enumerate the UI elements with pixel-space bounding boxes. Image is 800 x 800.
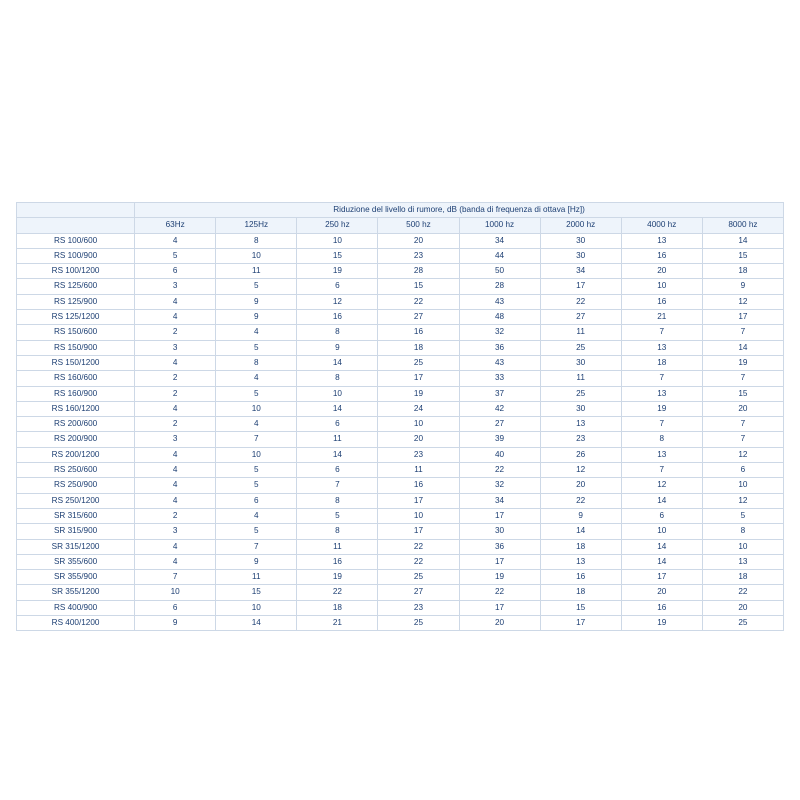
value-cell: 16 bbox=[378, 478, 459, 493]
table-row bbox=[17, 264, 784, 279]
value-cell: 22 bbox=[702, 585, 783, 600]
column-header-8000hz: 8000 hz bbox=[702, 218, 783, 233]
value-cell: 30 bbox=[540, 248, 621, 263]
value-cell: 5 bbox=[135, 248, 216, 263]
model-cell: RS 400/1200 bbox=[17, 616, 135, 631]
value-cell: 34 bbox=[459, 493, 540, 508]
value-cell: 17 bbox=[540, 279, 621, 294]
value-cell: 32 bbox=[459, 478, 540, 493]
value-cell: 15 bbox=[702, 386, 783, 401]
value-cell: 50 bbox=[459, 264, 540, 279]
value-cell: 9 bbox=[702, 279, 783, 294]
value-cell: 8 bbox=[216, 233, 297, 248]
value-cell: 10 bbox=[297, 386, 378, 401]
value-cell: 4 bbox=[216, 417, 297, 432]
value-cell: 11 bbox=[216, 570, 297, 585]
value-cell: 10 bbox=[378, 508, 459, 523]
value-cell: 17 bbox=[378, 371, 459, 386]
value-cell: 40 bbox=[459, 447, 540, 462]
value-cell: 7 bbox=[702, 432, 783, 447]
value-cell: 20 bbox=[459, 616, 540, 631]
value-cell: 17 bbox=[378, 524, 459, 539]
value-cell: 15 bbox=[540, 600, 621, 615]
noise-reduction-table-wrapper bbox=[16, 202, 784, 631]
value-cell: 23 bbox=[540, 432, 621, 447]
value-cell: 6 bbox=[297, 463, 378, 478]
value-cell: 8 bbox=[297, 493, 378, 508]
value-cell: 14 bbox=[297, 447, 378, 462]
value-cell: 6 bbox=[297, 417, 378, 432]
value-cell: 10 bbox=[378, 417, 459, 432]
table-row bbox=[17, 371, 784, 386]
value-cell: 12 bbox=[297, 294, 378, 309]
value-cell: 10 bbox=[216, 401, 297, 416]
value-cell: 22 bbox=[540, 294, 621, 309]
value-cell: 11 bbox=[378, 463, 459, 478]
value-cell: 19 bbox=[297, 264, 378, 279]
value-cell: 33 bbox=[459, 371, 540, 386]
value-cell: 14 bbox=[216, 616, 297, 631]
value-cell: 20 bbox=[540, 478, 621, 493]
value-cell: 4 bbox=[135, 447, 216, 462]
value-cell: 44 bbox=[459, 248, 540, 263]
value-cell: 22 bbox=[459, 463, 540, 478]
value-cell: 19 bbox=[297, 570, 378, 585]
value-cell: 30 bbox=[540, 233, 621, 248]
value-cell: 9 bbox=[216, 554, 297, 569]
value-cell: 7 bbox=[621, 417, 702, 432]
value-cell: 16 bbox=[621, 248, 702, 263]
model-cell: RS 160/900 bbox=[17, 386, 135, 401]
value-cell: 19 bbox=[621, 401, 702, 416]
value-cell: 18 bbox=[378, 340, 459, 355]
table-row bbox=[17, 447, 784, 462]
table-row bbox=[17, 401, 784, 416]
value-cell: 14 bbox=[702, 233, 783, 248]
value-cell: 25 bbox=[378, 570, 459, 585]
table-row bbox=[17, 248, 784, 263]
value-cell: 20 bbox=[702, 401, 783, 416]
value-cell: 27 bbox=[540, 310, 621, 325]
value-cell: 25 bbox=[378, 355, 459, 370]
value-cell: 23 bbox=[378, 248, 459, 263]
value-cell: 6 bbox=[702, 463, 783, 478]
table-row bbox=[17, 554, 784, 569]
value-cell: 10 bbox=[135, 585, 216, 600]
value-cell: 5 bbox=[702, 508, 783, 523]
value-cell: 12 bbox=[621, 478, 702, 493]
value-cell: 7 bbox=[702, 325, 783, 340]
model-cell: SR 315/900 bbox=[17, 524, 135, 539]
value-cell: 25 bbox=[540, 340, 621, 355]
value-cell: 25 bbox=[702, 616, 783, 631]
value-cell: 27 bbox=[378, 310, 459, 325]
model-cell: RS 200/1200 bbox=[17, 447, 135, 462]
value-cell: 43 bbox=[459, 355, 540, 370]
value-cell: 17 bbox=[540, 616, 621, 631]
value-cell: 7 bbox=[702, 417, 783, 432]
value-cell: 14 bbox=[540, 524, 621, 539]
model-cell: SR 355/900 bbox=[17, 570, 135, 585]
model-cell: RS 150/1200 bbox=[17, 355, 135, 370]
value-cell: 7 bbox=[216, 539, 297, 554]
value-cell: 17 bbox=[459, 600, 540, 615]
value-cell: 14 bbox=[621, 554, 702, 569]
value-cell: 16 bbox=[621, 600, 702, 615]
value-cell: 5 bbox=[216, 340, 297, 355]
table-row bbox=[17, 616, 784, 631]
value-cell: 21 bbox=[297, 616, 378, 631]
value-cell: 9 bbox=[297, 340, 378, 355]
value-cell: 17 bbox=[378, 493, 459, 508]
value-cell: 43 bbox=[459, 294, 540, 309]
value-cell: 3 bbox=[135, 340, 216, 355]
value-cell: 6 bbox=[216, 493, 297, 508]
value-cell: 22 bbox=[378, 539, 459, 554]
value-cell: 32 bbox=[459, 325, 540, 340]
value-cell: 4 bbox=[216, 371, 297, 386]
value-cell: 21 bbox=[621, 310, 702, 325]
value-cell: 20 bbox=[378, 432, 459, 447]
table-row bbox=[17, 340, 784, 355]
value-cell: 8 bbox=[297, 371, 378, 386]
value-cell: 8 bbox=[621, 432, 702, 447]
value-cell: 13 bbox=[621, 340, 702, 355]
value-cell: 16 bbox=[378, 325, 459, 340]
model-cell: RS 200/900 bbox=[17, 432, 135, 447]
value-cell: 10 bbox=[702, 539, 783, 554]
corner-blank-cell bbox=[17, 203, 135, 218]
value-cell: 14 bbox=[621, 493, 702, 508]
value-cell: 5 bbox=[216, 478, 297, 493]
value-cell: 20 bbox=[378, 233, 459, 248]
value-cell: 11 bbox=[216, 264, 297, 279]
corner-blank-cell-2 bbox=[17, 218, 135, 233]
model-cell: RS 100/900 bbox=[17, 248, 135, 263]
value-cell: 28 bbox=[459, 279, 540, 294]
model-cell: RS 250/1200 bbox=[17, 493, 135, 508]
value-cell: 15 bbox=[216, 585, 297, 600]
value-cell: 10 bbox=[297, 233, 378, 248]
value-cell: 25 bbox=[378, 616, 459, 631]
value-cell: 16 bbox=[297, 310, 378, 325]
value-cell: 4 bbox=[135, 401, 216, 416]
value-cell: 36 bbox=[459, 340, 540, 355]
model-cell: RS 160/600 bbox=[17, 371, 135, 386]
table-row bbox=[17, 478, 784, 493]
model-cell: SR 315/1200 bbox=[17, 539, 135, 554]
value-cell: 30 bbox=[540, 401, 621, 416]
column-header-1000hz: 1000 hz bbox=[459, 218, 540, 233]
value-cell: 9 bbox=[135, 616, 216, 631]
value-cell: 7 bbox=[621, 325, 702, 340]
value-cell: 7 bbox=[621, 463, 702, 478]
model-cell: RS 150/600 bbox=[17, 325, 135, 340]
value-cell: 7 bbox=[135, 570, 216, 585]
column-header-500hz: 500 hz bbox=[378, 218, 459, 233]
value-cell: 4 bbox=[135, 478, 216, 493]
table-row bbox=[17, 233, 784, 248]
value-cell: 39 bbox=[459, 432, 540, 447]
model-cell: RS 125/600 bbox=[17, 279, 135, 294]
value-cell: 18 bbox=[540, 585, 621, 600]
value-cell: 12 bbox=[702, 294, 783, 309]
value-cell: 6 bbox=[621, 508, 702, 523]
value-cell: 10 bbox=[216, 447, 297, 462]
value-cell: 18 bbox=[297, 600, 378, 615]
value-cell: 23 bbox=[378, 447, 459, 462]
value-cell: 13 bbox=[702, 554, 783, 569]
value-cell: 6 bbox=[135, 600, 216, 615]
table-head bbox=[17, 203, 784, 234]
value-cell: 36 bbox=[459, 539, 540, 554]
value-cell: 34 bbox=[540, 264, 621, 279]
noise-reduction-table bbox=[16, 202, 784, 631]
value-cell: 12 bbox=[702, 493, 783, 508]
value-cell: 24 bbox=[378, 401, 459, 416]
value-cell: 19 bbox=[621, 616, 702, 631]
model-cell: RS 160/1200 bbox=[17, 401, 135, 416]
value-cell: 4 bbox=[216, 508, 297, 523]
value-cell: 13 bbox=[621, 386, 702, 401]
value-cell: 11 bbox=[297, 432, 378, 447]
column-header-63hz: 63Hz bbox=[135, 218, 216, 233]
value-cell: 8 bbox=[216, 355, 297, 370]
value-cell: 27 bbox=[378, 585, 459, 600]
value-cell: 5 bbox=[297, 508, 378, 523]
table-row bbox=[17, 294, 784, 309]
value-cell: 4 bbox=[135, 493, 216, 508]
value-cell: 14 bbox=[297, 401, 378, 416]
table-row bbox=[17, 417, 784, 432]
value-cell: 18 bbox=[702, 264, 783, 279]
value-cell: 7 bbox=[216, 432, 297, 447]
value-cell: 12 bbox=[702, 447, 783, 462]
value-cell: 3 bbox=[135, 279, 216, 294]
value-cell: 11 bbox=[540, 371, 621, 386]
value-cell: 17 bbox=[702, 310, 783, 325]
model-cell: RS 125/1200 bbox=[17, 310, 135, 325]
value-cell: 10 bbox=[621, 279, 702, 294]
value-cell: 25 bbox=[540, 386, 621, 401]
value-cell: 30 bbox=[459, 524, 540, 539]
value-cell: 30 bbox=[540, 355, 621, 370]
table-row bbox=[17, 386, 784, 401]
value-cell: 7 bbox=[702, 371, 783, 386]
model-cell: RS 400/900 bbox=[17, 600, 135, 615]
model-cell: SR 315/600 bbox=[17, 508, 135, 523]
value-cell: 11 bbox=[540, 325, 621, 340]
value-cell: 18 bbox=[702, 570, 783, 585]
value-cell: 4 bbox=[135, 539, 216, 554]
value-cell: 5 bbox=[216, 463, 297, 478]
table-row bbox=[17, 325, 784, 340]
table-row bbox=[17, 570, 784, 585]
model-cell: RS 200/600 bbox=[17, 417, 135, 432]
value-cell: 5 bbox=[216, 279, 297, 294]
value-cell: 22 bbox=[459, 585, 540, 600]
value-cell: 2 bbox=[135, 508, 216, 523]
model-cell: RS 250/600 bbox=[17, 463, 135, 478]
value-cell: 11 bbox=[297, 539, 378, 554]
value-cell: 10 bbox=[216, 248, 297, 263]
value-cell: 4 bbox=[135, 355, 216, 370]
value-cell: 4 bbox=[135, 294, 216, 309]
value-cell: 22 bbox=[297, 585, 378, 600]
value-cell: 13 bbox=[621, 233, 702, 248]
value-cell: 7 bbox=[297, 478, 378, 493]
value-cell: 14 bbox=[621, 539, 702, 554]
value-cell: 2 bbox=[135, 325, 216, 340]
value-cell: 18 bbox=[621, 355, 702, 370]
value-cell: 10 bbox=[621, 524, 702, 539]
value-cell: 9 bbox=[216, 294, 297, 309]
value-cell: 23 bbox=[378, 600, 459, 615]
value-cell: 14 bbox=[297, 355, 378, 370]
value-cell: 8 bbox=[297, 524, 378, 539]
table-body bbox=[17, 233, 784, 631]
value-cell: 8 bbox=[297, 325, 378, 340]
column-header-4000hz: 4000 hz bbox=[621, 218, 702, 233]
value-cell: 4 bbox=[135, 310, 216, 325]
value-cell: 15 bbox=[378, 279, 459, 294]
value-cell: 20 bbox=[621, 585, 702, 600]
table-row bbox=[17, 539, 784, 554]
value-cell: 5 bbox=[216, 524, 297, 539]
model-cell: SR 355/1200 bbox=[17, 585, 135, 600]
value-cell: 22 bbox=[540, 493, 621, 508]
value-cell: 4 bbox=[135, 233, 216, 248]
value-cell: 12 bbox=[540, 463, 621, 478]
value-cell: 27 bbox=[459, 417, 540, 432]
value-cell: 9 bbox=[540, 508, 621, 523]
value-cell: 13 bbox=[540, 417, 621, 432]
model-cell: RS 250/900 bbox=[17, 478, 135, 493]
value-cell: 20 bbox=[702, 600, 783, 615]
column-header-row bbox=[17, 218, 784, 233]
table-row bbox=[17, 432, 784, 447]
value-cell: 9 bbox=[216, 310, 297, 325]
value-cell: 22 bbox=[378, 294, 459, 309]
value-cell: 3 bbox=[135, 524, 216, 539]
table-row bbox=[17, 508, 784, 523]
value-cell: 7 bbox=[621, 371, 702, 386]
value-cell: 2 bbox=[135, 417, 216, 432]
value-cell: 19 bbox=[459, 570, 540, 585]
value-cell: 22 bbox=[378, 554, 459, 569]
value-cell: 19 bbox=[702, 355, 783, 370]
value-cell: 20 bbox=[621, 264, 702, 279]
model-cell: SR 355/600 bbox=[17, 554, 135, 569]
column-header-2000hz: 2000 hz bbox=[540, 218, 621, 233]
value-cell: 4 bbox=[135, 463, 216, 478]
model-cell: RS 100/1200 bbox=[17, 264, 135, 279]
value-cell: 42 bbox=[459, 401, 540, 416]
value-cell: 34 bbox=[459, 233, 540, 248]
value-cell: 2 bbox=[135, 386, 216, 401]
value-cell: 3 bbox=[135, 432, 216, 447]
value-cell: 16 bbox=[540, 570, 621, 585]
group-header-row bbox=[17, 203, 784, 218]
value-cell: 6 bbox=[135, 264, 216, 279]
value-cell: 15 bbox=[702, 248, 783, 263]
table-row bbox=[17, 585, 784, 600]
model-cell: RS 150/900 bbox=[17, 340, 135, 355]
value-cell: 4 bbox=[135, 554, 216, 569]
value-cell: 18 bbox=[540, 539, 621, 554]
table-row bbox=[17, 355, 784, 370]
value-cell: 16 bbox=[297, 554, 378, 569]
value-cell: 48 bbox=[459, 310, 540, 325]
value-cell: 17 bbox=[621, 570, 702, 585]
column-header-125hz: 125Hz bbox=[216, 218, 297, 233]
model-cell: RS 125/900 bbox=[17, 294, 135, 309]
value-cell: 10 bbox=[216, 600, 297, 615]
value-cell: 14 bbox=[702, 340, 783, 355]
value-cell: 17 bbox=[459, 508, 540, 523]
table-row bbox=[17, 279, 784, 294]
value-cell: 2 bbox=[135, 371, 216, 386]
value-cell: 4 bbox=[216, 325, 297, 340]
value-cell: 26 bbox=[540, 447, 621, 462]
value-cell: 13 bbox=[540, 554, 621, 569]
value-cell: 17 bbox=[459, 554, 540, 569]
group-header-label: Riduzione del livello di rumore, dB (banda di frequenza di ottava [Hz]) bbox=[135, 203, 784, 218]
value-cell: 8 bbox=[702, 524, 783, 539]
value-cell: 15 bbox=[297, 248, 378, 263]
value-cell: 13 bbox=[621, 447, 702, 462]
value-cell: 37 bbox=[459, 386, 540, 401]
column-header-250hz: 250 hz bbox=[297, 218, 378, 233]
table-row bbox=[17, 310, 784, 325]
table-row bbox=[17, 524, 784, 539]
model-cell: RS 100/600 bbox=[17, 233, 135, 248]
value-cell: 28 bbox=[378, 264, 459, 279]
value-cell: 10 bbox=[702, 478, 783, 493]
value-cell: 5 bbox=[216, 386, 297, 401]
value-cell: 6 bbox=[297, 279, 378, 294]
value-cell: 16 bbox=[621, 294, 702, 309]
table-row bbox=[17, 493, 784, 508]
value-cell: 19 bbox=[378, 386, 459, 401]
table-row bbox=[17, 463, 784, 478]
table-row bbox=[17, 600, 784, 615]
